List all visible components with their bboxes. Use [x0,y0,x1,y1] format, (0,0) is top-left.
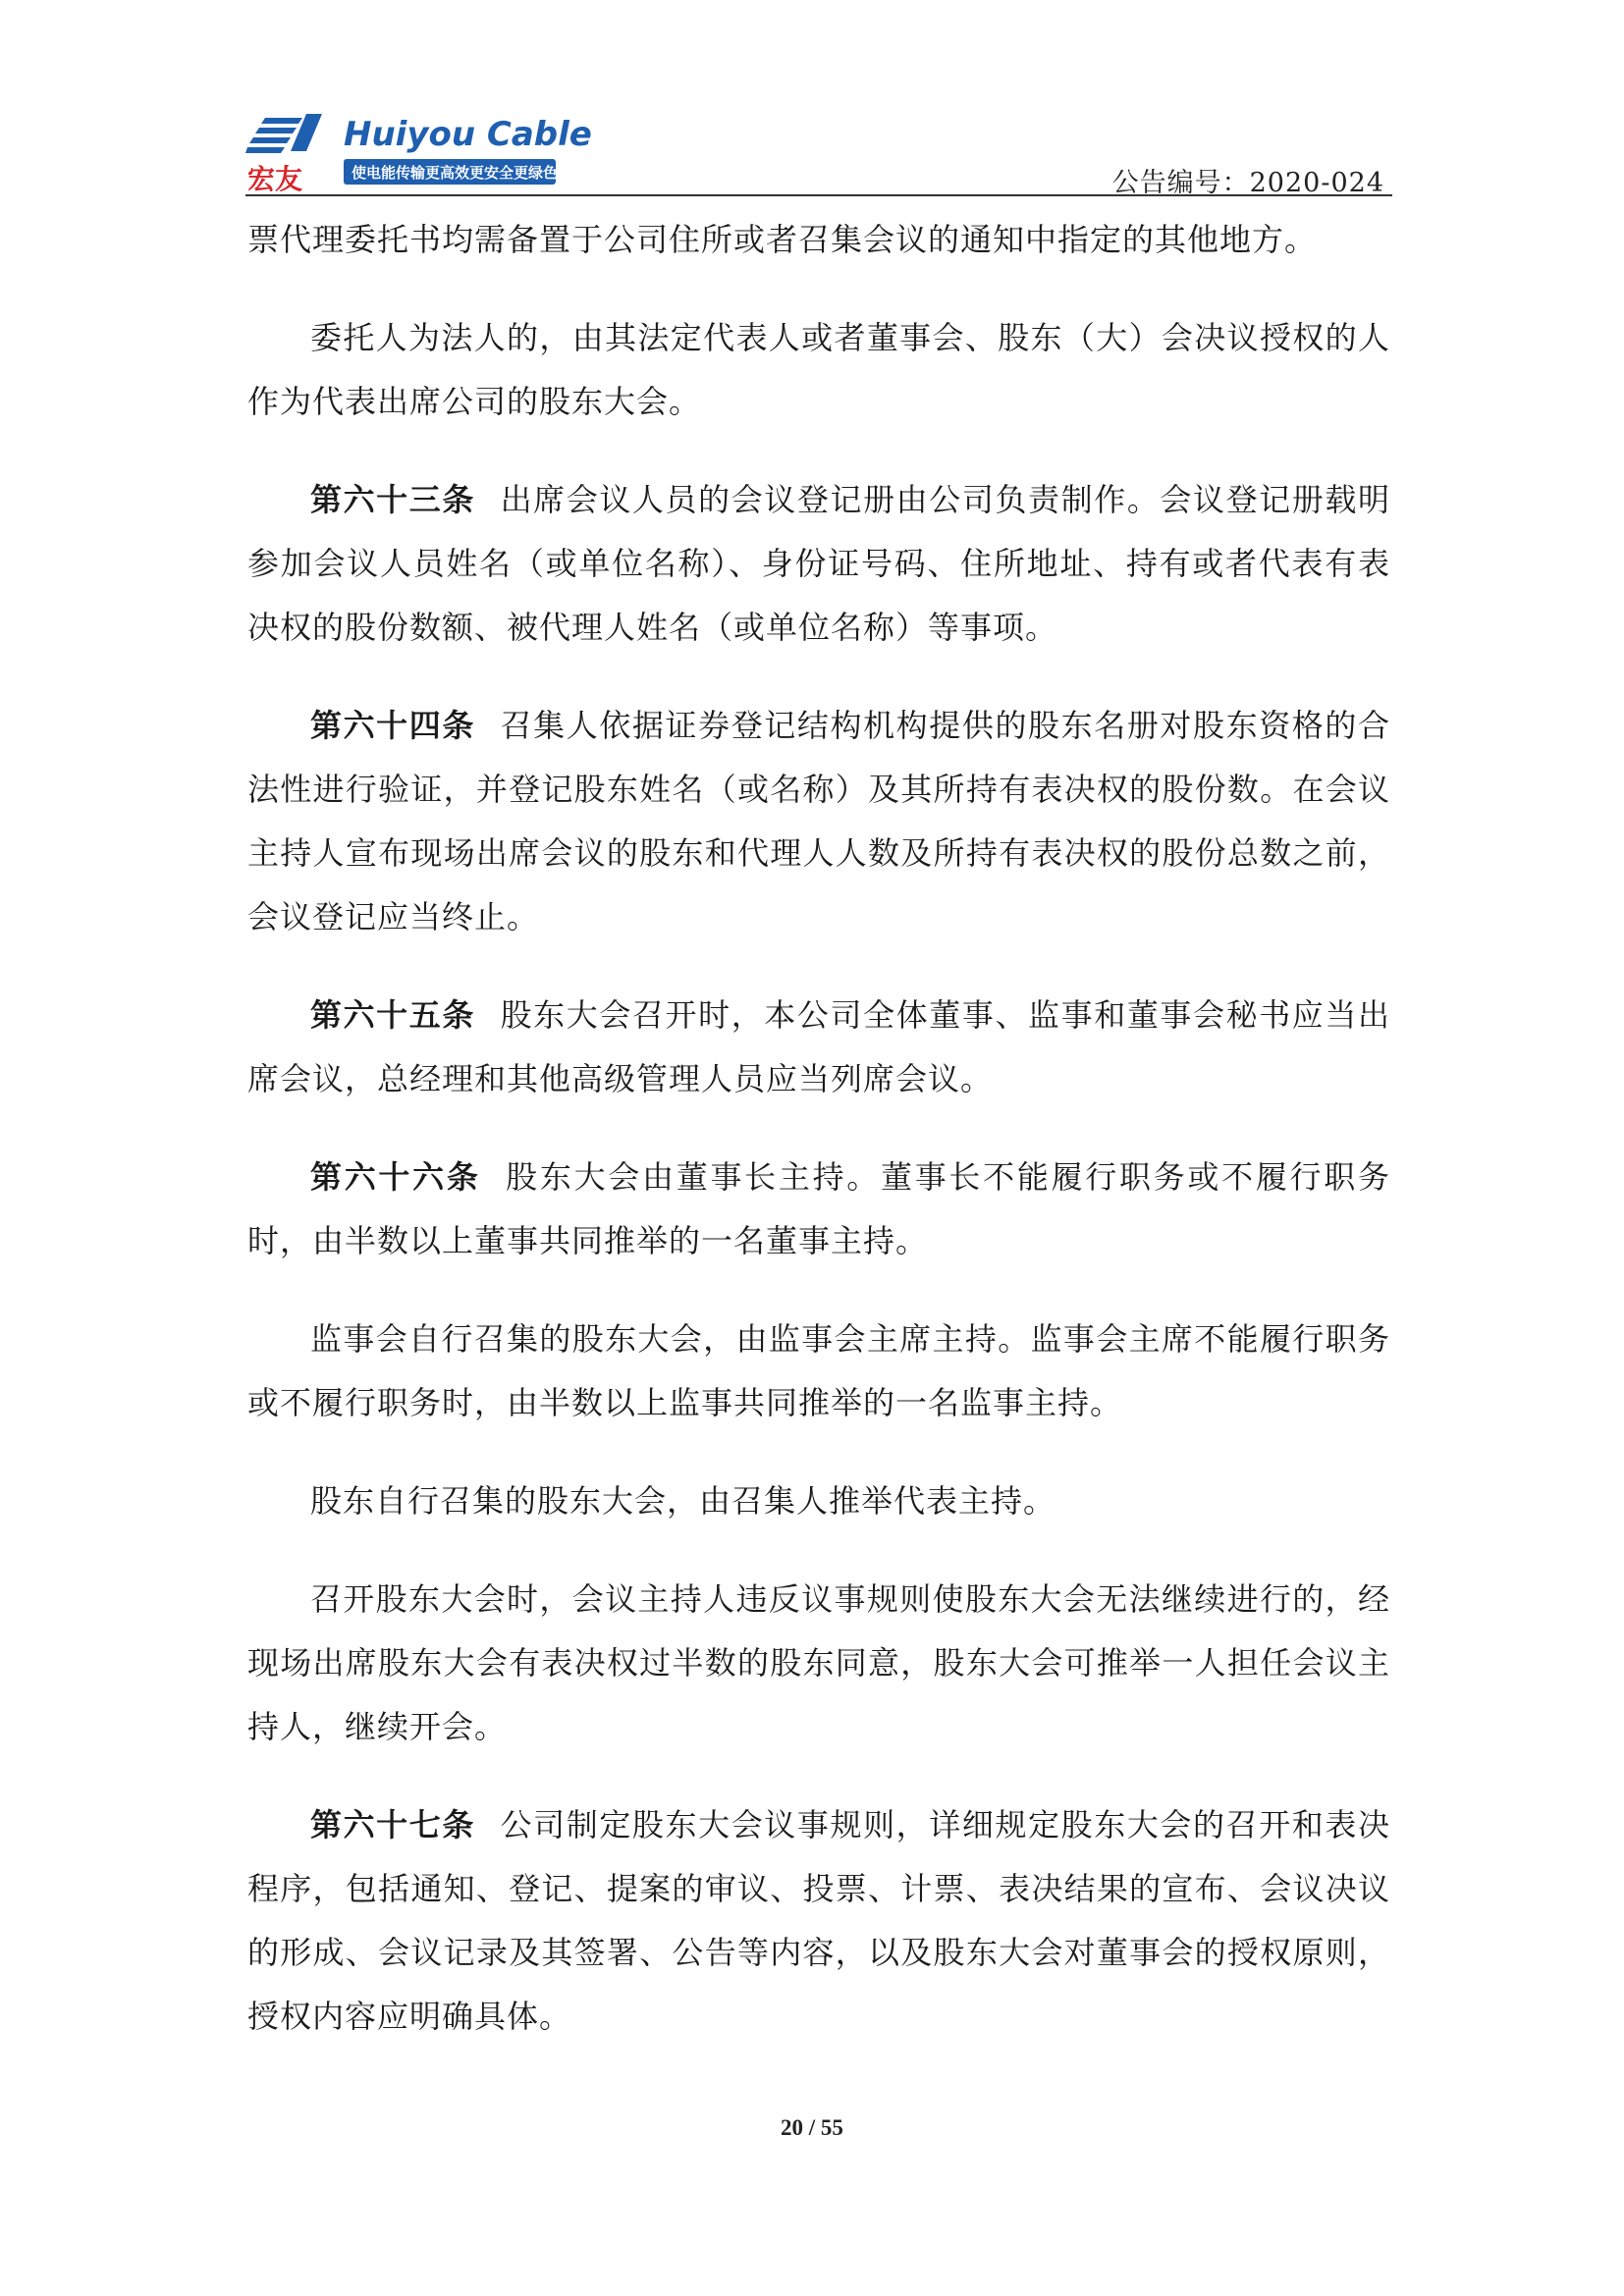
paragraph: 票代理委托书均需备置于公司住所或者召集会议的通知中指定的其他地方。 [247,221,1318,258]
article-paragraph: 第六十六条 股东大会由董事长主持。董事长不能履行职务或不履行职务时，由半数以上董事共同推举的一名董事主持。 [247,1158,1390,1259]
article-paragraph: 第六十五条 股东大会召开时，本公司全体董事、监事和董事会秘书应当出席会议，总经理和其他高级管理人员应当列席会议。 [247,996,1390,1097]
article-paragraph: 第六十四条 召集人依据证券登记结构机构提供的股东名册对股东资格的合法性进行验证，并登记股东姓名（或名称）及其所持有表决权的股份数。在会议主持人宣布现场出席会议的股东和代理人人数及所持有表决权的股份总数之前，会议登记应当终止。 [247,707,1390,935]
document-body [247,208,1390,2049]
svg-text:使电能传输更高效更安全更绿色: 使电能传输更高效更安全更绿色 [352,164,559,182]
article-number: 第六十七条 [310,1806,475,1843]
paragraph: 召开股东大会时，会议主持人违反议事规则使股东大会无法继续进行的，经现场出席股东大会有表决权过半数的股东同意，股东大会可推举一人担任会议主持人，继续开会。 [247,1580,1390,1745]
article-paragraph: 第六十七条 公司制定股东大会议事规则，详细规定股东大会的召开和表决程序，包括通知、登记、提案的审议、投票、计票、表决结果的宣布、会议决议的形成、会议记录及其签署、公告等内容，以及股东大会对董事会的授权原则，授权内容应明确具体。 [247,1806,1390,2035]
svg-text:Huiyou Cable: Huiyou Cable [344,115,592,154]
page-number: 20 / 55 [781,2115,843,2140]
paragraph: 监事会自行召集的股东大会，由监事会主席主持。监事会主席不能履行职务或不履行职务时，由半数以上监事共同推举的一名监事主持。 [247,1320,1390,1421]
article-number: 第六十三条 [310,481,475,518]
article-paragraph: 第六十三条 出席会议人员的会议登记册由公司负责制作。会议登记册载明参加会议人员姓名（或单位名称）、身份证号码、住所地址、持有或者代表有表决权的股份数额、被代理人姓名（或单位名称）等事项。 [247,481,1390,646]
paragraph: 股东自行召集的股东大会，由召集人推举代表主持。 [310,1482,1056,1520]
page-header [245,106,1392,196]
article-number: 第六十六条 [310,1158,481,1196]
article-number: 第六十四条 [310,707,475,744]
article-number: 第六十五条 [310,996,475,1034]
paragraph: 委托人为法人的，由其法定代表人或者董事会、股东（大）会决议授权的人作为代表出席公司的股东大会。 [247,319,1390,420]
company-logo [245,112,658,194]
header-divider [245,194,1392,196]
notice-number: 公告编号：2020-024 [1111,168,1384,198]
svg-text:宏友: 宏友 [247,163,303,194]
